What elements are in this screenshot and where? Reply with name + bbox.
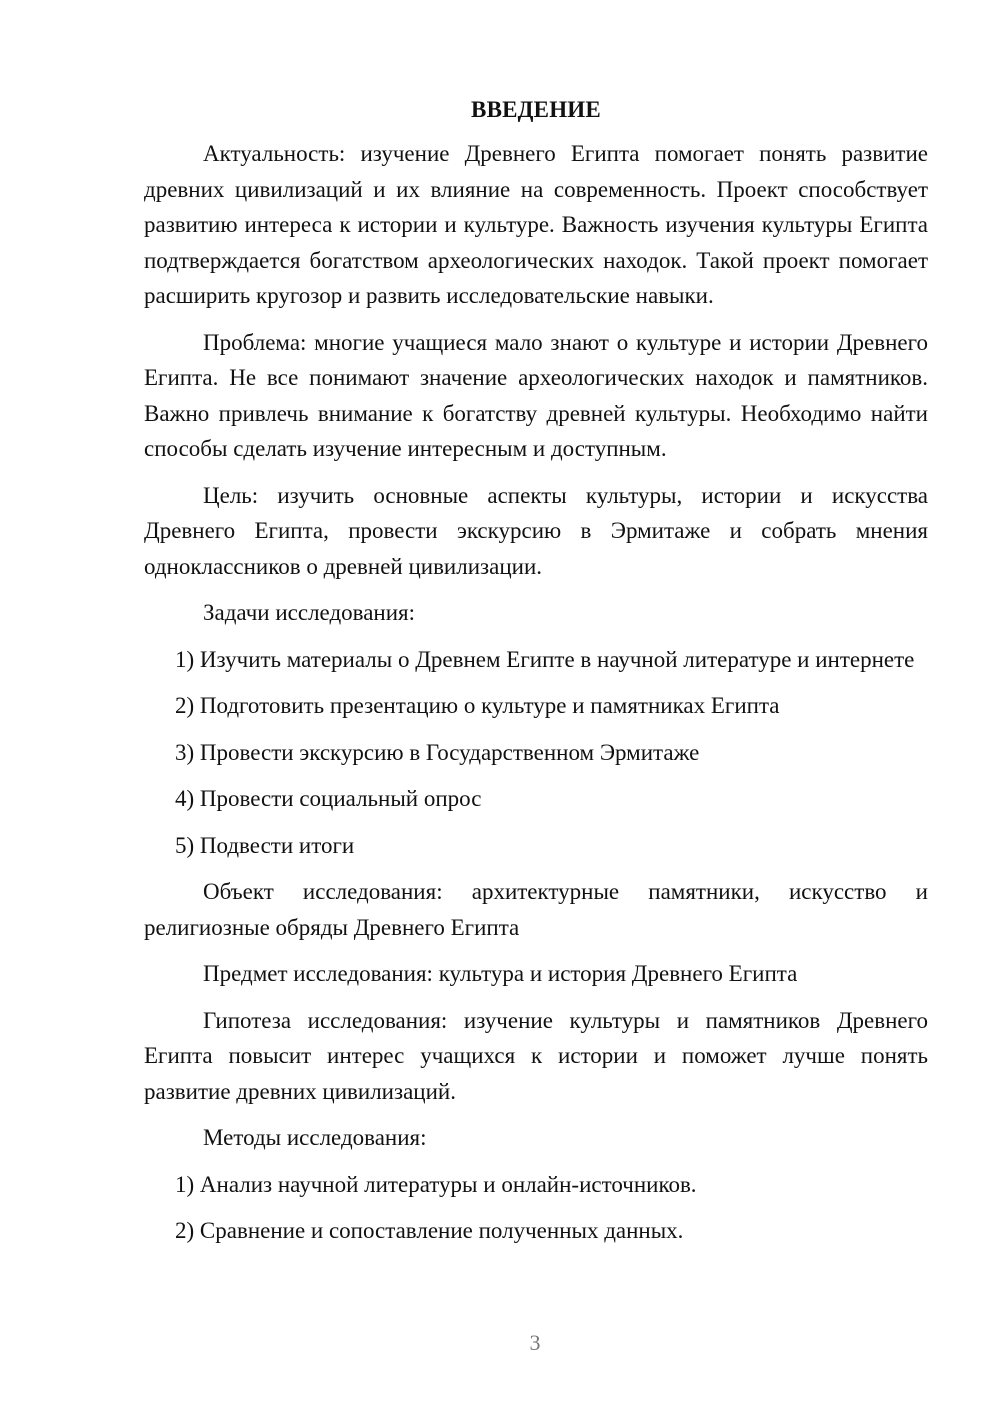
task-item-1: 1) Изучить материалы о Древнем Египте в научной литературе и интернете [175,646,915,672]
relevance-paragraph: Актуальность: изучение Древнего Египта помогает понять развитие древних цивилизаций и их влияние на современность. Проект способствует развитию интереса к истории и культуре. Важность изучения культуры Египта подтверждается богатством археологических находок. Такой проект помогает расширить кругозор и развить исследовательские навыки. [144,141,928,308]
hypothesis-paragraph: Гипотеза исследования: изучение культуры и памятников Древнего Египта повысит интерес учащихся к истории и поможет лучше понять развитие древних цивилизаций. [144,1007,928,1104]
method-item-2: 2) Сравнение и сопоставление полученных данных. [175,1218,684,1243]
task-item-3: 3) Провести экскурсию в Государственном Эрмитаже [175,739,700,765]
goal-paragraph: Цель: изучить основные аспекты культуры, истории и искусства Древнего Египта, провести экскурсию в Эрмитаже и собрать мнения одноклассников о древней цивилизации. [144,482,928,579]
page-number: 3 [529,1330,541,1355]
subject-paragraph: Предмет исследования: культура и история Древнего Египта [203,961,798,986]
methods-heading: Методы исследования: [203,1125,427,1150]
object-paragraph: Объект исследования: архитектурные памятники, искусство и религиозные обряды Древнего Египта [144,879,928,940]
task-item-4: 4) Провести социальный опрос [175,786,482,811]
method-item-1: 1) Анализ научной литературы и онлайн-источников. [175,1171,697,1197]
task-item-2: 2) Подготовить презентацию о культуре и памятниках Египта [175,693,780,718]
tasks-heading: Задачи исследования: [203,600,416,625]
page-content [144,95,928,1260]
task-item-5: 5) Подвести итоги [175,832,355,858]
page-title: ВВЕДЕНИЕ [471,97,601,122]
problem-paragraph: Проблема: многие учащиеся мало знают о культуре и истории Древнего Египта. Не все понимают значение археологических находок и памятников. Важно привлечь внимание к богатству древней культуры. Необходимо найти способы сделать изучение интересным и доступным. [144,329,928,461]
